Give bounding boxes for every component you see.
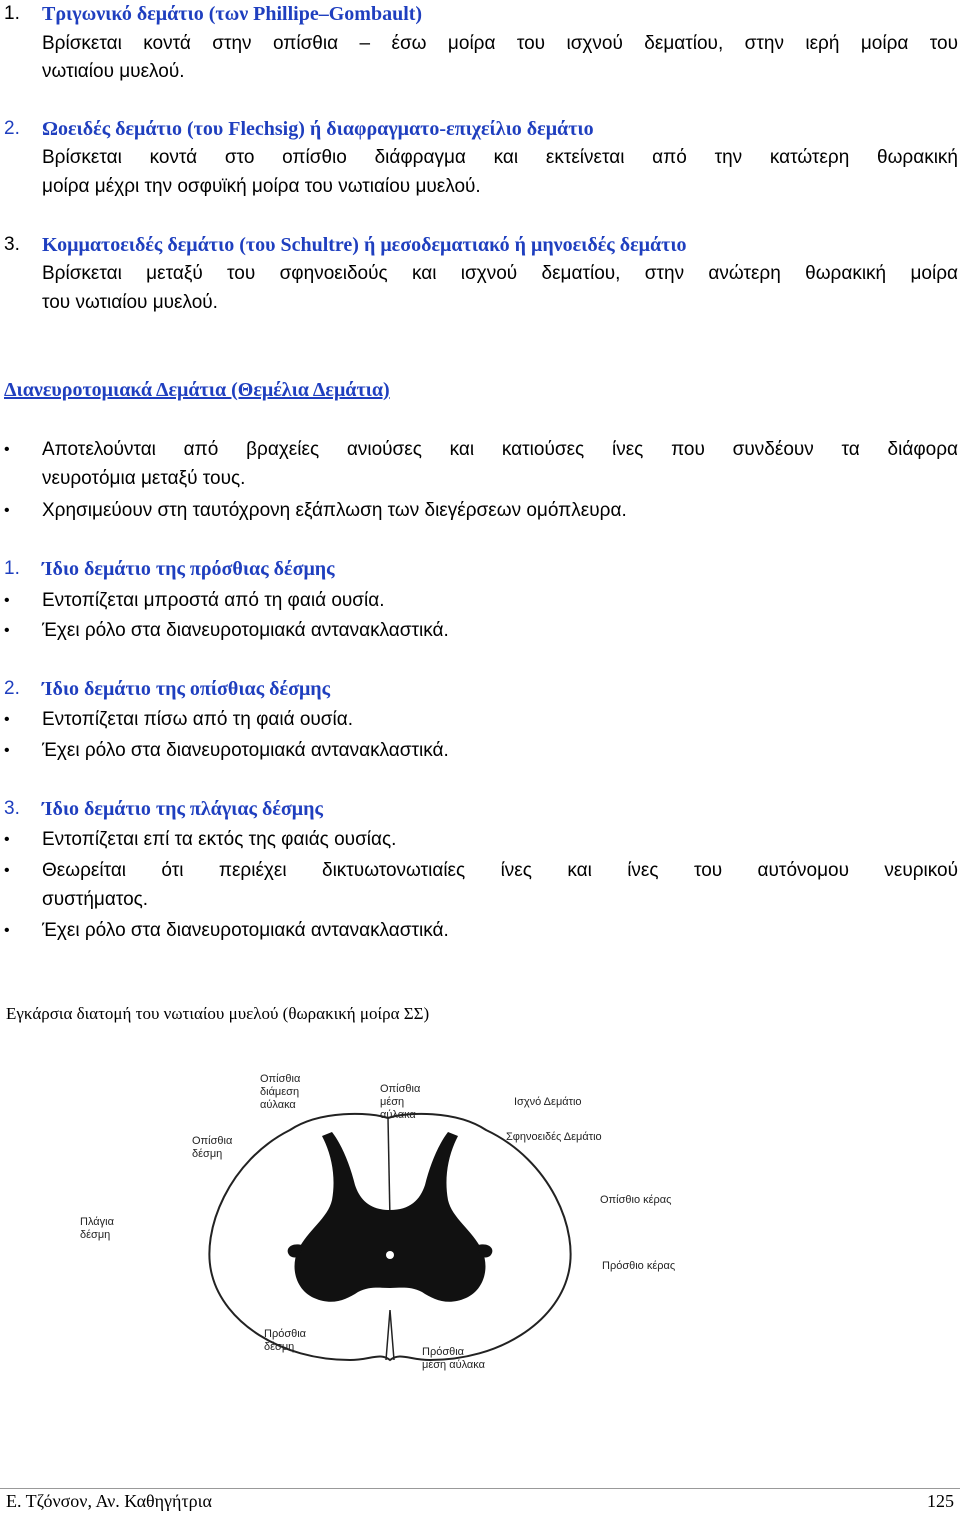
footer-divider — [0, 1488, 960, 1489]
footer-author: Ε. Τζόνσον, Αν. Καθηγήτρια — [6, 1491, 212, 1511]
intro-bullet-1-line-1: Αποτελούνται από βραχείες ανιούσες και κατιούσες ίνες που συνδέουν τα διάφορα — [42, 439, 958, 460]
label-post-median-2: μέση — [380, 1096, 405, 1108]
label-gracile: Ισχνό Δεμάτιο — [514, 1096, 582, 1108]
bullet-glyph: • — [4, 502, 10, 519]
section-3-number: 3. — [4, 234, 20, 255]
label-post-intermediate-1: Οπίσθια — [260, 1073, 301, 1085]
bullet-glyph: • — [4, 922, 10, 939]
figure-caption: Εγκάρσια διατομή του νωτιαίου μυελού (θωρακική μοίρα ΣΣ) — [6, 1004, 430, 1023]
intro-bullet-2: Χρησιμεύουν στη ταυτόχρονη εξάπλωση των διεγέρσεων ομόπλευρα. — [42, 500, 627, 521]
bullet-glyph: • — [4, 862, 10, 879]
section-3-text-line-2: του νωτιαίου μυελού. — [42, 292, 218, 313]
label-ant-horn: Πρόσθιο κέρας — [602, 1260, 676, 1272]
page-number: 125 — [927, 1491, 954, 1511]
section-1-heading: Τριγωνικό δεμάτιο (των Phillipe–Gombault) — [42, 3, 423, 25]
label-ant-median-1: Πρόσθια — [422, 1346, 465, 1358]
section-3-text-line-1: Βρίσκεται μεταξύ του σφηνοειδούς και ισχνού δεματίου, στην ανώτερη θωρακική μοίρα — [42, 263, 958, 284]
label-ant-funiculus-2: δέσμη — [264, 1341, 295, 1353]
item-1-bullet-2: Έχει ρόλο στα διανευροτομιακά αντανακλαστικά. — [42, 620, 449, 641]
label-cuneate: Σφηνοειδές Δεμάτιο — [506, 1131, 602, 1143]
section-3-heading: Κομματοειδές δεμάτιο (του Schultre) ή μεσοδεματιακό ή μηνοειδές δεμάτιο — [42, 234, 687, 256]
item-2-bullet-2: Έχει ρόλο στα διανευροτομιακά αντανακλαστικά. — [42, 740, 449, 761]
section-2-text-line-1: Βρίσκεται κοντά στο οπίσθιο διάφραγμα και εκτείνεται από την κατώτερη θωρακική — [42, 147, 958, 168]
label-post-intermediate-2: διάμεση — [260, 1086, 300, 1098]
item-2-number: 2. — [4, 678, 20, 699]
bullet-glyph: • — [4, 622, 10, 639]
intro-bullet-1-line-2: νευροτόμια μεταξύ τους. — [42, 468, 246, 489]
item-2-heading: Ίδιο δεμάτιο της οπίσθιας δέσμης — [42, 678, 331, 700]
label-ant-median-2: μέση αύλακα — [422, 1359, 485, 1371]
label-post-funiculus-1: Οπίσθια — [192, 1135, 233, 1147]
label-post-median-1: Οπίσθια — [380, 1083, 421, 1095]
label-ant-funiculus-1: Πρόσθια — [264, 1328, 307, 1340]
label-post-median-3: αύλακα — [380, 1109, 416, 1121]
item-3-bullet-3: Έχει ρόλο στα διανευροτομιακά αντανακλαστικά. — [42, 920, 449, 941]
item-3-bullet-2-line-2: συστήματος. — [42, 889, 149, 910]
item-3-bullet-2-line-1: Θεωρείται ότι περιέχει δικτυωτονωτιαίες ίνες και ίνες του αυτόνομου νευρικού — [42, 860, 958, 881]
item-1-heading: Ίδιο δεμάτιο της πρόσθιας δέσμης — [42, 558, 335, 580]
label-post-funiculus-2: δέσμη — [192, 1148, 223, 1160]
bullet-glyph: • — [4, 592, 10, 609]
item-3-bullet-1: Εντοπίζεται επί τα εκτός της φαιάς ουσίας. — [42, 829, 397, 850]
section-1-text-line-1: Βρίσκεται κοντά στην οπίσθια – έσω μοίρα του ισχνού δεματίου, στην ιερή μοίρα του — [42, 33, 958, 54]
bullet-glyph: • — [4, 831, 10, 848]
section-2-number: 2. — [4, 118, 20, 139]
bullet-glyph: • — [4, 441, 10, 458]
label-lat-funiculus-1: Πλάγια — [80, 1216, 114, 1228]
bullet-glyph: • — [4, 711, 10, 728]
section-1-text-line-2: νωτιαίου μυελού. — [42, 61, 185, 82]
spinal-cord-diagram — [70, 1060, 710, 1380]
section-1-number: 1. — [4, 3, 20, 24]
section-2-heading: Ωοειδές δεμάτιο (του Flechsig) ή διαφραγματο-επιχείλιο δεμάτιο — [42, 118, 594, 140]
item-3-heading: Ίδιο δεμάτιο της πλάγιας δέσμης — [42, 798, 323, 820]
bullet-glyph: • — [4, 742, 10, 759]
label-post-intermediate-3: αύλακα — [260, 1099, 296, 1111]
item-2-bullet-1: Εντοπίζεται πίσω από τη φαιά ουσία. — [42, 709, 354, 730]
item-1-number: 1. — [4, 558, 20, 579]
label-post-horn: Οπίσθιο κέρας — [600, 1194, 672, 1206]
label-lat-funiculus-2: δέσμη — [80, 1229, 111, 1241]
item-3-number: 3. — [4, 798, 20, 819]
main-heading: Διανευροτομιακά Δεμάτια (Θεμέλια Δεμάτια) — [4, 379, 390, 401]
central-canal — [386, 1251, 394, 1259]
item-1-bullet-1: Εντοπίζεται μπροστά από τη φαιά ουσία. — [42, 590, 385, 611]
section-2-text-line-2: μοίρα μέχρι την οσφυϊκή μοίρα του νωτιαίου μυελού. — [42, 176, 481, 197]
